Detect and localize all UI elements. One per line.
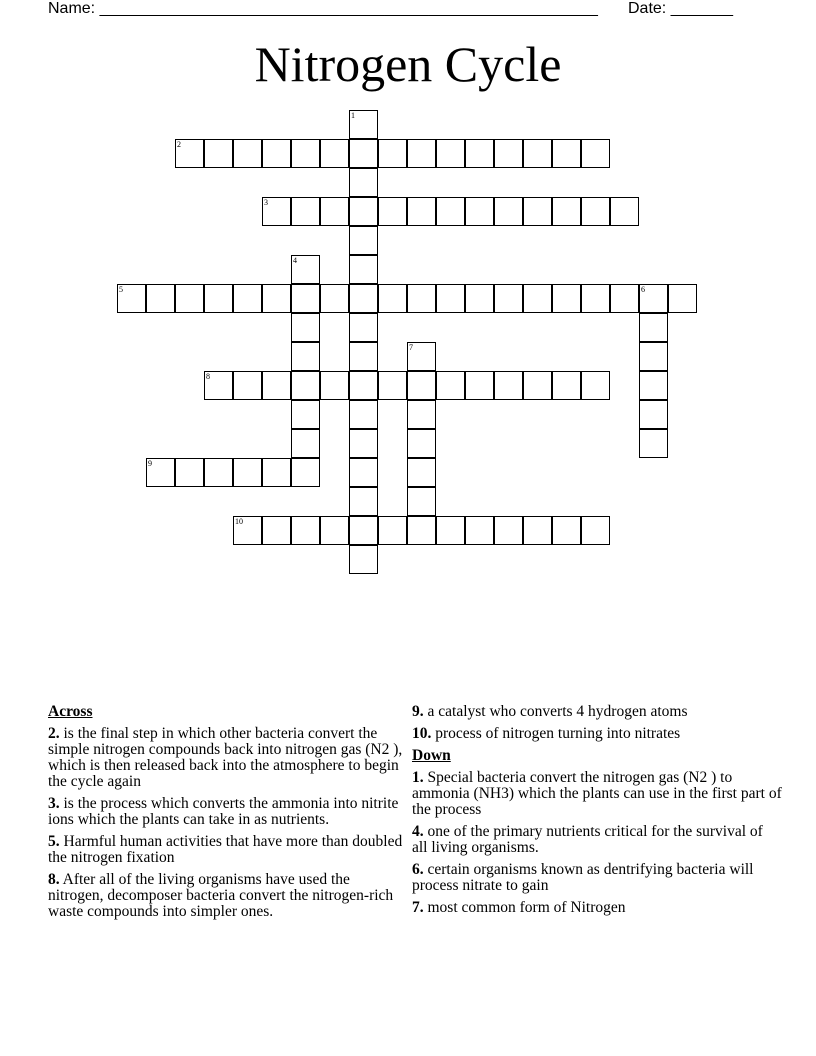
crossword-cell[interactable] <box>349 429 378 458</box>
clue-text: a catalyst who converts 4 hydrogen atoms <box>423 703 688 720</box>
clue-across-5 <box>48 834 408 866</box>
page-title: Nitrogen Cycle <box>254 36 562 92</box>
cell-number: 5 <box>119 285 123 294</box>
crossword-cell[interactable] <box>291 284 320 313</box>
crossword-cell[interactable] <box>291 342 320 371</box>
crossword-cell[interactable] <box>349 168 378 197</box>
crossword-cell[interactable] <box>233 284 262 313</box>
crossword-cell[interactable] <box>407 400 436 429</box>
crossword-cell[interactable] <box>407 516 436 545</box>
crossword-cell[interactable] <box>262 516 291 545</box>
crossword-cell[interactable] <box>349 516 378 545</box>
clue-number: 9. <box>412 703 424 720</box>
clue-number: 7. <box>412 899 424 916</box>
crossword-cell[interactable] <box>581 197 610 226</box>
crossword-cell[interactable] <box>465 284 494 313</box>
crossword-cell[interactable] <box>291 371 320 400</box>
crossword-cell[interactable] <box>291 400 320 429</box>
crossword-cell[interactable] <box>407 284 436 313</box>
clue-number: 6. <box>412 861 424 878</box>
cell-number: 7 <box>409 343 413 352</box>
crossword-cell[interactable] <box>291 313 320 342</box>
crossword-cell[interactable] <box>146 458 175 487</box>
clue-text: is the final step in which other bacteria convert the simple nitrogen compounds back into nitrogen gas (N2 ), which is then released back into the atmosphere to begin the cycle again <box>48 725 403 790</box>
crossword-cell[interactable] <box>349 545 378 574</box>
crossword-cell[interactable] <box>552 516 581 545</box>
crossword-cell[interactable] <box>494 371 523 400</box>
clue-number: 3. <box>48 795 60 812</box>
crossword-cell[interactable] <box>204 458 233 487</box>
clue-number: 8. <box>48 871 60 888</box>
crossword-cell[interactable] <box>407 429 436 458</box>
clue-across-3 <box>48 796 408 828</box>
crossword-cell[interactable] <box>436 516 465 545</box>
clue-down-1 <box>412 770 782 818</box>
crossword-cell[interactable] <box>639 284 668 313</box>
crossword-cell[interactable] <box>436 197 465 226</box>
clue-across-9 <box>412 704 782 720</box>
crossword-cell[interactable] <box>349 400 378 429</box>
crossword-cell[interactable] <box>262 197 291 226</box>
clue-across-8 <box>48 872 408 920</box>
clue-text: most common form of Nitrogen <box>423 899 626 916</box>
crossword-cell[interactable] <box>465 516 494 545</box>
crossword-cell[interactable] <box>610 197 639 226</box>
crossword-cell[interactable] <box>233 139 262 168</box>
crossword-cell[interactable] <box>494 197 523 226</box>
crossword-cell[interactable] <box>320 197 349 226</box>
crossword-cell[interactable] <box>262 458 291 487</box>
clue-across-10 <box>412 726 782 742</box>
crossword-cell[interactable] <box>581 516 610 545</box>
crossword-cell[interactable] <box>291 458 320 487</box>
crossword-cell[interactable] <box>523 284 552 313</box>
crossword-cell[interactable] <box>639 313 668 342</box>
crossword-cell[interactable] <box>581 371 610 400</box>
crossword-cell[interactable] <box>349 342 378 371</box>
crossword-cell[interactable] <box>204 139 233 168</box>
crossword-cell[interactable] <box>639 400 668 429</box>
crossword-cell[interactable] <box>320 139 349 168</box>
crossword-cell[interactable] <box>291 197 320 226</box>
crossword-cell[interactable] <box>262 284 291 313</box>
crossword-cell[interactable] <box>494 516 523 545</box>
crossword-cell[interactable] <box>436 371 465 400</box>
clue-down-4 <box>412 824 782 856</box>
clue-number: 5. <box>48 833 60 850</box>
crossword-cell[interactable] <box>349 197 378 226</box>
crossword-cell[interactable] <box>552 284 581 313</box>
crossword-cell[interactable] <box>320 284 349 313</box>
crossword-cell[interactable] <box>320 516 349 545</box>
crossword-cell[interactable] <box>407 487 436 516</box>
down-heading: Down <box>412 747 451 764</box>
crossword-cell[interactable] <box>349 255 378 284</box>
crossword-cell[interactable] <box>349 110 378 139</box>
crossword-cell[interactable] <box>523 197 552 226</box>
clue-text: certain organisms known as dentrifying bacteria will process nitrate to gain <box>412 861 754 894</box>
crossword-cell[interactable] <box>117 284 146 313</box>
clue-number: 10. <box>412 725 432 742</box>
crossword-cell[interactable] <box>465 197 494 226</box>
crossword-cell[interactable] <box>262 371 291 400</box>
crossword-cell[interactable] <box>523 516 552 545</box>
crossword-cell[interactable] <box>349 487 378 516</box>
cell-number: 3 <box>264 198 268 207</box>
crossword-cell[interactable] <box>668 284 697 313</box>
crossword-cell[interactable] <box>378 139 407 168</box>
crossword-cell[interactable] <box>291 516 320 545</box>
clue-down-7 <box>412 900 782 916</box>
cell-number: 6 <box>641 285 645 294</box>
crossword-cell[interactable] <box>378 284 407 313</box>
clue-number: 4. <box>412 823 424 840</box>
crossword-cell[interactable] <box>407 458 436 487</box>
cell-number: 4 <box>293 256 297 265</box>
clue-text: After all of the living organisms have used the nitrogen, decomposer bacteria convert the nitrogen-rich waste compounds into simpler ones. <box>48 871 394 920</box>
clues-column-right <box>412 704 782 922</box>
crossword-cell[interactable] <box>523 139 552 168</box>
crossword-cell[interactable] <box>175 284 204 313</box>
clue-text: Special bacteria convert the nitrogen gas (N2 ) to ammonia (NH3) which the plants can use in the first part of the process <box>412 769 782 818</box>
name-field[interactable]: Name: ________________________________________________________ <box>48 0 598 17</box>
crossword-cell[interactable] <box>494 139 523 168</box>
clue-text: is the process which converts the ammonia into nitrite ions which the plants can take in as nutrients. <box>48 795 399 828</box>
crossword-cell[interactable] <box>465 139 494 168</box>
cell-number: 1 <box>351 111 355 120</box>
crossword-cell[interactable] <box>262 139 291 168</box>
crossword-cell[interactable] <box>494 284 523 313</box>
crossword-cell[interactable] <box>175 458 204 487</box>
crossword-cell[interactable] <box>407 342 436 371</box>
crossword-cell[interactable] <box>291 139 320 168</box>
crossword-cell[interactable] <box>349 226 378 255</box>
crossword-cell[interactable] <box>639 371 668 400</box>
crossword-cell[interactable] <box>320 371 349 400</box>
crossword-cell[interactable] <box>639 342 668 371</box>
crossword-cell[interactable] <box>146 284 175 313</box>
crossword-cell[interactable] <box>407 139 436 168</box>
crossword-cell[interactable] <box>349 313 378 342</box>
crossword-cell[interactable] <box>349 371 378 400</box>
crossword-cell[interactable] <box>291 255 320 284</box>
crossword-cell[interactable] <box>233 516 262 545</box>
cell-number: 9 <box>148 459 152 468</box>
crossword-cell[interactable] <box>349 284 378 313</box>
crossword-cell[interactable] <box>407 197 436 226</box>
crossword-cell[interactable] <box>436 139 465 168</box>
crossword-cell[interactable] <box>581 139 610 168</box>
clue-across-2 <box>48 726 408 790</box>
clue-number: 2. <box>48 725 60 742</box>
clue-down-6 <box>412 862 782 894</box>
crossword-cell[interactable] <box>465 371 494 400</box>
clue-text: process of nitrogen turning into nitrates <box>431 725 681 742</box>
crossword-cell[interactable] <box>233 458 262 487</box>
crossword-cell[interactable] <box>349 139 378 168</box>
clue-text: Harmful human activities that have more than doubled the nitrogen fixation <box>48 833 403 866</box>
crossword-cell[interactable] <box>233 371 262 400</box>
crossword-cell[interactable] <box>175 139 204 168</box>
cell-number: 10 <box>235 517 243 526</box>
crossword-cell[interactable] <box>552 139 581 168</box>
date-field[interactable]: Date: _______ <box>628 0 733 17</box>
crossword-cell[interactable] <box>378 516 407 545</box>
cell-number: 2 <box>177 140 181 149</box>
crossword-cell[interactable] <box>407 371 436 400</box>
crossword-cell[interactable] <box>204 284 233 313</box>
crossword-cell[interactable] <box>581 284 610 313</box>
crossword-cell[interactable] <box>523 371 552 400</box>
clues-column-left <box>48 704 408 926</box>
crossword-cell[interactable] <box>639 429 668 458</box>
crossword-cell[interactable] <box>204 371 233 400</box>
clue-text: one of the primary nutrients critical for the survival of all living organisms. <box>412 823 763 856</box>
crossword-cell[interactable] <box>552 371 581 400</box>
clue-number: 1. <box>412 769 424 786</box>
crossword-cell[interactable] <box>378 371 407 400</box>
cell-number: 8 <box>206 372 210 381</box>
crossword-cell[interactable] <box>291 429 320 458</box>
crossword-cell[interactable] <box>552 197 581 226</box>
crossword-cell[interactable] <box>610 284 639 313</box>
crossword-cell[interactable] <box>436 284 465 313</box>
crossword-cell[interactable] <box>378 197 407 226</box>
crossword-cell[interactable] <box>349 458 378 487</box>
across-heading: Across <box>48 703 93 720</box>
